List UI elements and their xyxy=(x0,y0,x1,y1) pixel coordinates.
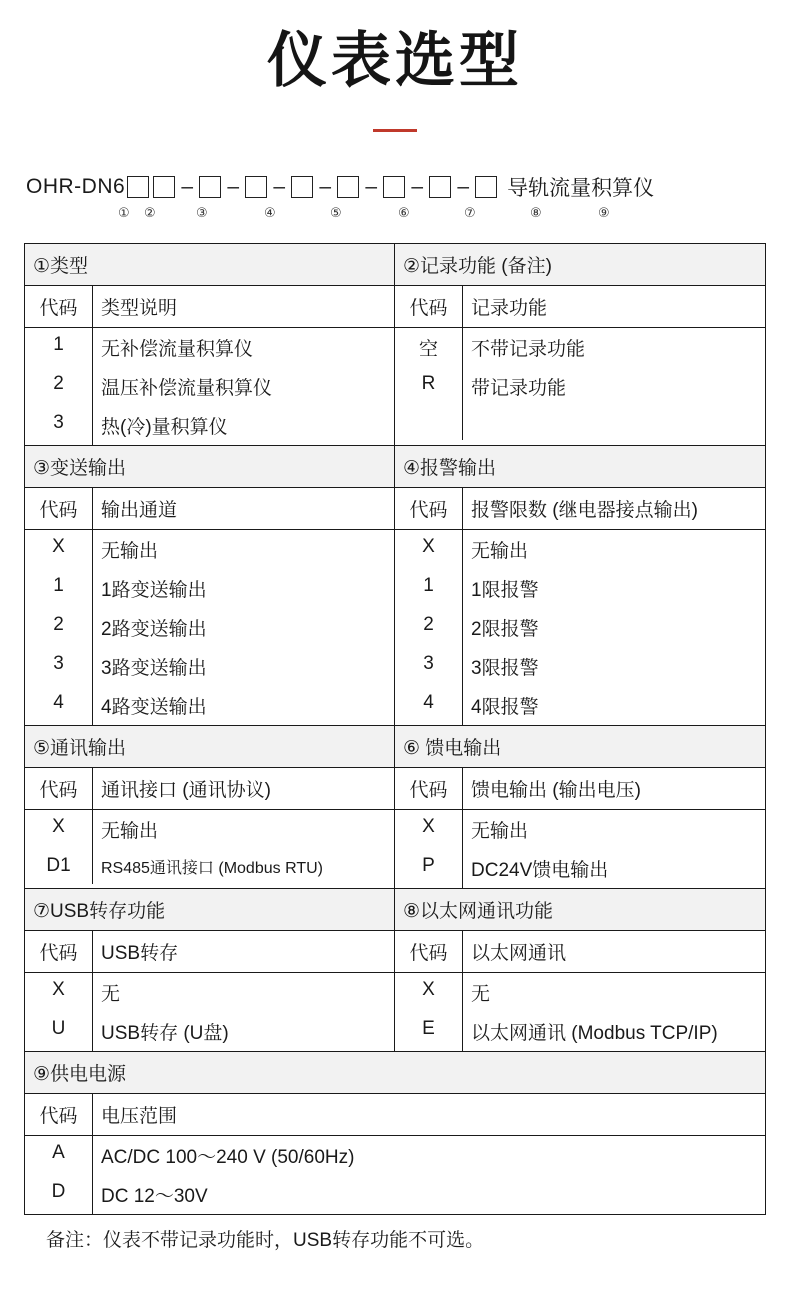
model-dash-5: – xyxy=(365,175,378,198)
model-index-6: ⑥ xyxy=(398,205,410,220)
model-box-5[interactable] xyxy=(291,176,313,198)
table-row xyxy=(25,406,394,445)
section-5-rows xyxy=(25,810,394,884)
code-column-header: 代码 xyxy=(25,768,93,809)
row-code: 2 xyxy=(395,608,463,647)
section-5 xyxy=(25,726,395,888)
row-desc: 3限报警 xyxy=(471,658,539,679)
table-row xyxy=(25,367,394,406)
model-code-area xyxy=(0,172,790,202)
model-box-2[interactable] xyxy=(153,176,175,198)
row-desc: AC/DC 100～240 V (50/60Hz) xyxy=(101,1147,355,1168)
row-desc: 无 xyxy=(101,984,121,1005)
section-4-subheader xyxy=(395,488,765,530)
row-code: X xyxy=(395,530,463,569)
desc-column-header: 以太网通讯 xyxy=(471,943,567,964)
model-box-8[interactable] xyxy=(429,176,451,198)
row-code: X xyxy=(395,810,463,849)
table-row xyxy=(25,686,394,725)
desc-column-header: 类型说明 xyxy=(101,298,178,319)
row-desc: 以太网通讯 (Modbus TCP/IP) xyxy=(471,1023,718,1044)
model-index-5: ⑤ xyxy=(330,205,342,220)
row-desc: 无输出 xyxy=(471,541,529,562)
model-dash-3: – xyxy=(273,175,286,198)
table-row xyxy=(395,367,765,406)
table-row xyxy=(395,569,765,608)
table-row xyxy=(395,530,765,569)
page-title: 仪表选型 xyxy=(267,27,523,94)
section-3-rows xyxy=(25,530,394,725)
row-code: X xyxy=(25,530,93,569)
table-row xyxy=(25,569,394,608)
table-row xyxy=(25,647,394,686)
bottom-edge xyxy=(0,1294,790,1298)
table-row xyxy=(25,1012,394,1051)
section-9-header: ⑨供电电源 xyxy=(25,1052,765,1094)
row-code: P xyxy=(395,849,463,888)
table-row xyxy=(25,849,394,884)
row-desc: 3路变送输出 xyxy=(101,658,207,679)
model-index-2: ② xyxy=(144,205,156,220)
table-row xyxy=(395,328,765,367)
table-row xyxy=(25,530,394,569)
row-code: 2 xyxy=(25,608,93,647)
section-2 xyxy=(395,244,765,445)
row-desc: 4路变送输出 xyxy=(101,697,207,718)
row-desc: 无输出 xyxy=(101,821,159,842)
desc-column-header: 记录功能 xyxy=(471,298,548,319)
model-dash-1: – xyxy=(181,175,194,198)
section-8-subheader xyxy=(395,931,765,973)
row-code: U xyxy=(25,1012,93,1051)
page-root xyxy=(0,26,790,1298)
section-7-subheader xyxy=(25,931,394,973)
code-column-header: 代码 xyxy=(395,931,463,972)
row-code: X xyxy=(25,810,93,849)
row-code: 4 xyxy=(25,686,93,725)
section-1-header: ①类型 xyxy=(25,244,394,286)
code-column-header: 代码 xyxy=(25,931,93,972)
model-index-8: ⑧ xyxy=(530,205,542,220)
table-row xyxy=(395,810,765,849)
selection-tables xyxy=(24,243,766,1215)
section-5-subheader xyxy=(25,768,394,810)
model-index-9: ⑨ xyxy=(598,205,610,220)
model-prefix: OHR-DN6 xyxy=(26,175,126,198)
row-desc: 无输出 xyxy=(101,541,159,562)
table-row xyxy=(25,446,765,726)
model-dash-6: – xyxy=(411,175,424,198)
table-row xyxy=(25,244,765,446)
section-4-rows xyxy=(395,530,765,725)
section-7 xyxy=(25,889,395,1051)
code-column-header: 代码 xyxy=(25,1094,93,1135)
row-desc-empty xyxy=(463,406,765,440)
table-row xyxy=(395,1012,765,1051)
desc-column-header: 通讯接口 (通讯协议) xyxy=(101,780,271,801)
section-2-subheader xyxy=(395,286,765,328)
model-code-line xyxy=(26,172,654,202)
model-dash-4: – xyxy=(319,175,332,198)
model-box-9[interactable] xyxy=(475,176,497,198)
row-code: 1 xyxy=(25,328,93,367)
section-1-subheader xyxy=(25,286,394,328)
table-row xyxy=(25,608,394,647)
table-row xyxy=(395,608,765,647)
row-desc: 带记录功能 xyxy=(471,378,567,399)
row-code: 3 xyxy=(25,647,93,686)
section-3-subheader xyxy=(25,488,394,530)
table-row xyxy=(25,1175,765,1214)
code-column-header: 代码 xyxy=(395,286,463,327)
desc-column-header: 报警限数 (继电器接点输出) xyxy=(471,500,698,521)
model-index-1: ① xyxy=(118,205,130,220)
row-desc: DC24V馈电输出 xyxy=(471,860,609,881)
section-2-header: ②记录功能 (备注) xyxy=(395,244,765,286)
model-index-row xyxy=(0,205,790,225)
model-box-3[interactable] xyxy=(199,176,221,198)
row-code: 3 xyxy=(25,406,93,445)
table-row xyxy=(395,849,765,888)
row-code-empty xyxy=(395,406,463,440)
row-code: D1 xyxy=(25,849,93,884)
row-code: 1 xyxy=(25,569,93,608)
table-row xyxy=(25,810,394,849)
row-desc: 无输出 xyxy=(471,821,529,842)
row-code: E xyxy=(395,1012,463,1051)
model-box-7[interactable] xyxy=(383,176,405,198)
row-code: 3 xyxy=(395,647,463,686)
model-dash-7: – xyxy=(457,175,470,198)
section-6-rows xyxy=(395,810,765,888)
table-row-spacer xyxy=(395,406,765,440)
desc-column-header: 馈电输出 (输出电压) xyxy=(471,780,641,801)
section-7-header: ⑦USB转存功能 xyxy=(25,889,394,931)
section-1-rows xyxy=(25,328,394,445)
model-box-1[interactable] xyxy=(127,176,149,198)
code-column-header: 代码 xyxy=(395,488,463,529)
row-code: X xyxy=(25,973,93,1012)
row-code: 4 xyxy=(395,686,463,725)
section-9 xyxy=(25,1052,765,1214)
section-6-subheader xyxy=(395,768,765,810)
section-9-rows xyxy=(25,1136,765,1214)
code-column-header: 代码 xyxy=(25,488,93,529)
title-divider xyxy=(373,129,417,132)
section-4-header: ④报警输出 xyxy=(395,446,765,488)
row-desc: 1限报警 xyxy=(471,580,539,601)
row-desc: 温压补偿流量积算仪 xyxy=(101,378,273,399)
model-dash-2: – xyxy=(227,175,240,198)
section-8 xyxy=(395,889,765,1051)
section-6 xyxy=(395,726,765,888)
row-desc: USB转存 (U盘) xyxy=(101,1023,229,1044)
row-code: 空 xyxy=(395,328,463,367)
section-2-rows xyxy=(395,328,765,440)
row-desc: 不带记录功能 xyxy=(471,339,586,360)
section-6-header: ⑥ 馈电输出 xyxy=(395,726,765,768)
row-code: X xyxy=(395,973,463,1012)
desc-column-header: USB转存 xyxy=(101,943,179,964)
section-4 xyxy=(395,446,765,725)
desc-column-header: 电压范围 xyxy=(101,1106,178,1127)
section-8-rows xyxy=(395,973,765,1051)
row-code: R xyxy=(395,367,463,406)
code-column-header: 代码 xyxy=(25,286,93,327)
row-code: A xyxy=(25,1136,93,1175)
row-desc: 4限报警 xyxy=(471,697,539,718)
model-index-4: ④ xyxy=(264,205,276,220)
table-row xyxy=(395,973,765,1012)
table-row xyxy=(25,328,394,367)
table-row xyxy=(395,647,765,686)
section-7-rows xyxy=(25,973,394,1051)
row-desc: 无 xyxy=(471,984,491,1005)
model-index-7: ⑦ xyxy=(464,205,476,220)
section-8-header: ⑧以太网通讯功能 xyxy=(395,889,765,931)
row-code: 1 xyxy=(395,569,463,608)
row-desc: 1路变送输出 xyxy=(101,580,207,601)
section-9-subheader xyxy=(25,1094,765,1136)
model-index-3: ③ xyxy=(196,205,208,220)
row-desc: 2路变送输出 xyxy=(101,619,207,640)
model-box-6[interactable] xyxy=(337,176,359,198)
table-row xyxy=(25,1136,765,1175)
table-row xyxy=(25,973,394,1012)
section-5-header: ⑤通讯输出 xyxy=(25,726,394,768)
table-row xyxy=(395,686,765,725)
model-box-4[interactable] xyxy=(245,176,267,198)
section-1 xyxy=(25,244,395,445)
footer-note: 备注：仪表不带记录功能时，USB转存功能不可选。 xyxy=(46,1230,485,1251)
section-3 xyxy=(25,446,395,725)
table-row xyxy=(25,889,765,1052)
row-code: 2 xyxy=(25,367,93,406)
table-row xyxy=(25,1052,765,1214)
row-desc: DC 12～30V xyxy=(101,1186,208,1207)
table-row xyxy=(25,726,765,889)
section-3-header: ③变送输出 xyxy=(25,446,394,488)
row-desc: RS485通讯接口 (Modbus RTU) xyxy=(101,860,323,877)
desc-column-header: 输出通道 xyxy=(101,500,178,521)
row-desc: 无补偿流量积算仪 xyxy=(101,339,254,360)
row-code: D xyxy=(25,1175,93,1214)
model-suffix: 导轨流量积算仪 xyxy=(507,177,655,200)
row-desc: 2限报警 xyxy=(471,619,539,640)
row-desc: 热(冷)量积算仪 xyxy=(101,417,228,438)
code-column-header: 代码 xyxy=(395,768,463,809)
